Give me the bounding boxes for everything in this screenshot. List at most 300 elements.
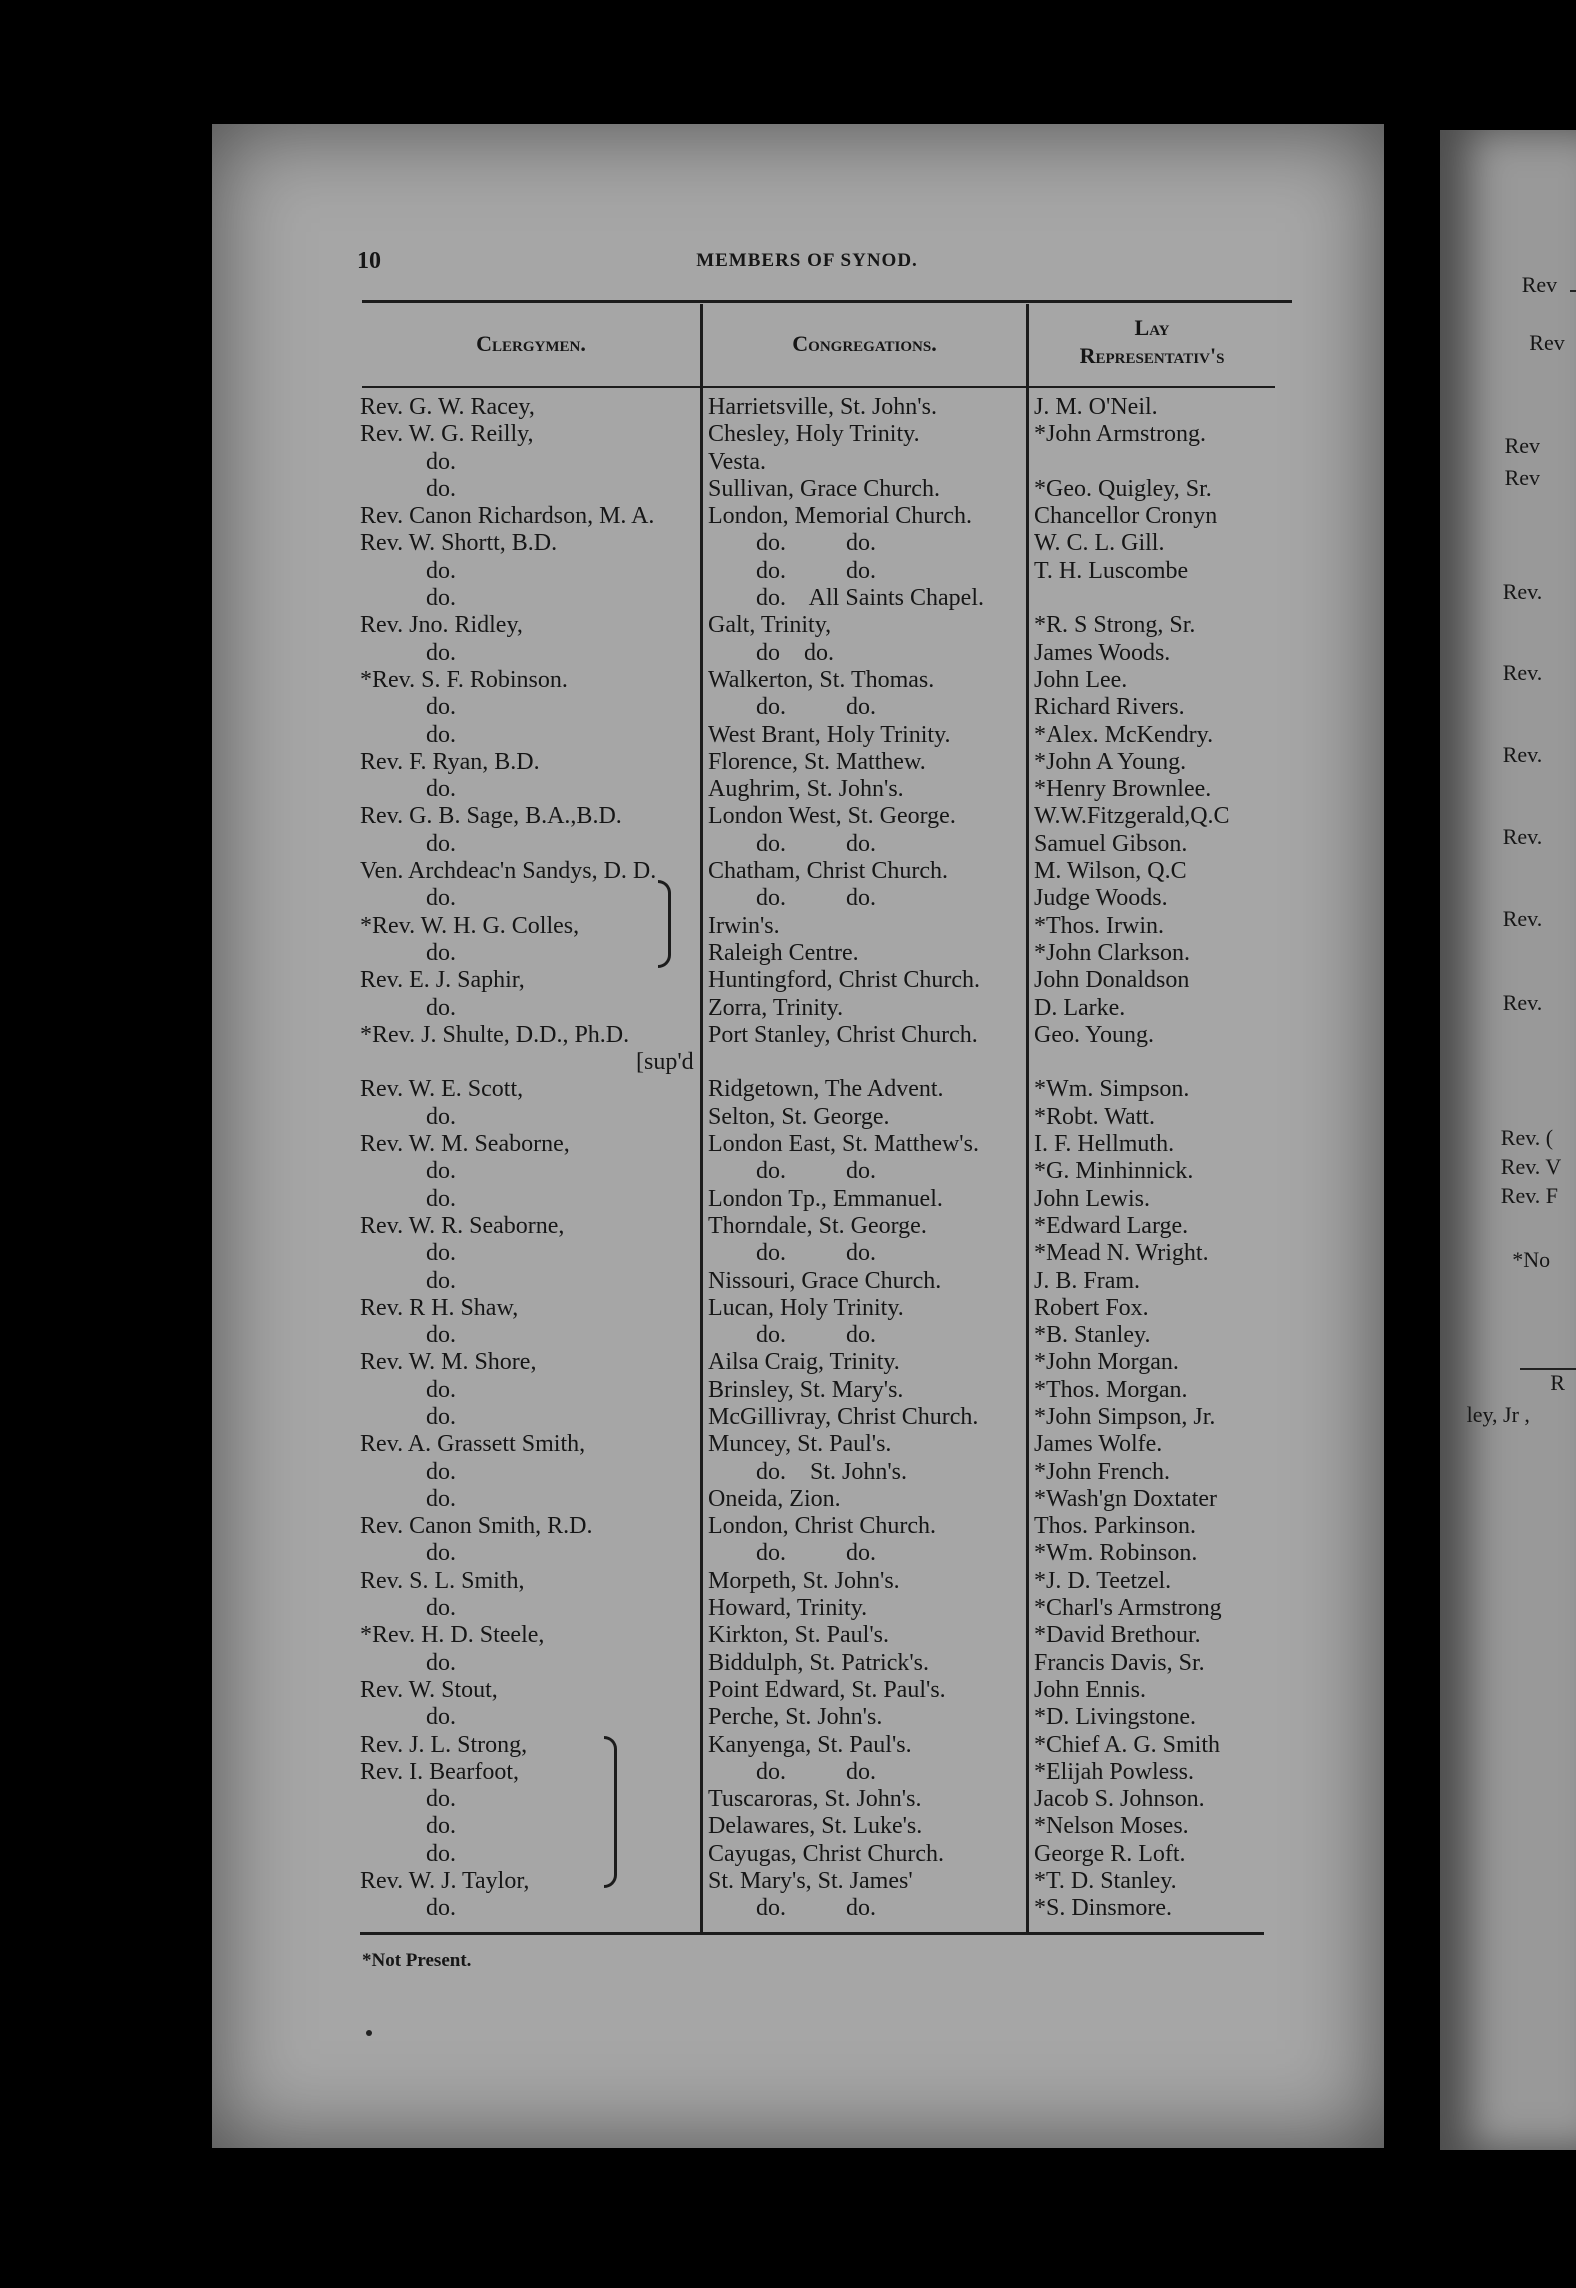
adjacent-page-fragment: Rev bbox=[1504, 432, 1541, 458]
table-row bbox=[1034, 967, 1284, 994]
table-row bbox=[708, 1322, 1024, 1349]
clergyman-entry: do. bbox=[426, 1540, 456, 1567]
table-row bbox=[708, 667, 1024, 694]
table-row bbox=[1034, 449, 1284, 476]
table-row bbox=[360, 1431, 698, 1458]
table-row bbox=[708, 913, 1024, 940]
lay-representative-entry: J. B. Fram. bbox=[1034, 1267, 1141, 1294]
table-row bbox=[708, 831, 1024, 858]
clergyman-entry: Ven. Archdeac'n Sandys, D. D. bbox=[360, 858, 657, 885]
table-row bbox=[360, 722, 698, 749]
lay-representative-entry: George R. Loft. bbox=[1034, 1840, 1186, 1867]
ink-mark bbox=[366, 2030, 372, 2036]
congregation-entry: Tuscaroras, St. John's. bbox=[708, 1786, 922, 1813]
clergyman-entry: do. bbox=[426, 776, 456, 803]
clergyman-entry: Rev. Canon Richardson, M. A. bbox=[360, 503, 655, 530]
adjacent-page-fragment: R bbox=[1550, 1369, 1565, 1395]
table-row bbox=[1034, 1268, 1284, 1295]
table-row bbox=[360, 803, 698, 830]
congregation-entry: St. Mary's, St. James' bbox=[708, 1868, 913, 1895]
table-row bbox=[708, 503, 1024, 530]
clergyman-entry: Rev. W. Shortt, B.D. bbox=[360, 530, 558, 557]
table-row bbox=[1034, 1431, 1284, 1458]
table-row bbox=[360, 885, 698, 912]
congregation-entry: London East, St. Matthew's. bbox=[708, 1131, 979, 1158]
table-row bbox=[708, 1513, 1024, 1540]
lay-representative-entry: Jacob S. Johnson. bbox=[1034, 1786, 1205, 1813]
table-row bbox=[708, 776, 1024, 803]
table-row bbox=[1034, 885, 1284, 912]
table-row bbox=[1034, 1240, 1284, 1267]
page-number: 10 bbox=[357, 248, 381, 274]
book-page bbox=[212, 124, 1384, 2148]
table-row bbox=[708, 1841, 1024, 1868]
clergyman-entry: do. bbox=[426, 1649, 456, 1676]
table-row bbox=[360, 421, 698, 448]
table-row bbox=[1034, 1186, 1284, 1213]
congregation-entry: London Tp., Emmanuel. bbox=[708, 1185, 943, 1212]
clergymen-column bbox=[360, 394, 698, 1923]
table-row bbox=[708, 1540, 1024, 1567]
congregation-entry: do. do. bbox=[756, 1240, 876, 1267]
table-row bbox=[1034, 503, 1284, 530]
table-row bbox=[1034, 940, 1284, 967]
table-row bbox=[360, 585, 698, 612]
table-row bbox=[360, 694, 698, 721]
table-row bbox=[1034, 1049, 1284, 1076]
table-row bbox=[708, 1404, 1024, 1431]
table-row bbox=[360, 1704, 698, 1731]
table-row bbox=[708, 449, 1024, 476]
table-row bbox=[1034, 1486, 1284, 1513]
table-row bbox=[360, 1049, 698, 1076]
table-row bbox=[360, 1404, 698, 1431]
clergyman-entry: Rev. W. M. Seaborne, bbox=[360, 1131, 570, 1158]
table-row bbox=[360, 1895, 698, 1922]
table-row bbox=[360, 940, 698, 967]
adjacent-page-fragment: Rev bbox=[1529, 330, 1565, 356]
table-row bbox=[1034, 776, 1284, 803]
table-row bbox=[708, 1568, 1024, 1595]
lay-representative-entry: *Alex. McKendry. bbox=[1034, 721, 1214, 748]
congregation-entry: Huntingford, Christ Church. bbox=[708, 967, 980, 994]
lay-representative-entry: Geo. Young. bbox=[1034, 1021, 1155, 1048]
congregation-entry: Ailsa Craig, Trinity. bbox=[708, 1349, 900, 1376]
table-row bbox=[360, 612, 698, 639]
table-row bbox=[360, 1677, 698, 1704]
congregation-entry: Port Stanley, Christ Church. bbox=[708, 1021, 978, 1048]
clergyman-entry: do. bbox=[426, 1240, 456, 1267]
table-row bbox=[708, 1895, 1024, 1922]
lay-representatives-column bbox=[1034, 394, 1284, 1923]
congregation-entry: do. do. bbox=[756, 1895, 876, 1922]
table-row bbox=[708, 1595, 1024, 1622]
table-row bbox=[1034, 1131, 1284, 1158]
clergyman-entry: do. bbox=[426, 885, 456, 912]
table-row bbox=[360, 1841, 698, 1868]
congregation-entry: Kanyenga, St. Paul's. bbox=[708, 1731, 912, 1758]
table-row bbox=[360, 667, 698, 694]
table-row bbox=[360, 1759, 698, 1786]
lay-representative-entry: *John A Young. bbox=[1034, 748, 1187, 775]
table-row bbox=[360, 776, 698, 803]
congregation-entry: Galt, Trinity, bbox=[708, 612, 832, 639]
table-row bbox=[708, 803, 1024, 830]
congregation-entry: London West, St. George. bbox=[708, 803, 956, 830]
lay-representative-entry: *Edward Large. bbox=[1034, 1212, 1189, 1239]
congregation-entry: Harrietsville, St. John's. bbox=[708, 394, 937, 420]
table-row bbox=[1034, 831, 1284, 858]
clergyman-entry: do. bbox=[426, 1103, 456, 1130]
lay-representative-entry: John Donaldson bbox=[1034, 967, 1190, 994]
lay-representative-entry: *Thos. Morgan. bbox=[1034, 1376, 1188, 1403]
table-bottom-rule bbox=[360, 1932, 1264, 1935]
table-row bbox=[360, 1786, 698, 1813]
clergyman-entry: *Rev. H. D. Steele, bbox=[360, 1622, 545, 1649]
column-header-lay-line2: Representativ's bbox=[1079, 343, 1225, 368]
table-row bbox=[360, 1595, 698, 1622]
congregation-entry: do. do. bbox=[756, 885, 876, 912]
table-row bbox=[708, 858, 1024, 885]
lay-representative-entry: Robert Fox. bbox=[1034, 1294, 1149, 1321]
lay-representative-entry: John Ennis. bbox=[1034, 1676, 1147, 1703]
table-row bbox=[360, 1158, 698, 1185]
table-row bbox=[1034, 1677, 1284, 1704]
table-row bbox=[360, 1213, 698, 1240]
table-row bbox=[1034, 1076, 1284, 1103]
clergyman-entry: do. bbox=[426, 1485, 456, 1512]
table-row bbox=[708, 1486, 1024, 1513]
clergyman-entry: Rev. S. L. Smith, bbox=[360, 1567, 525, 1594]
table-row bbox=[1034, 913, 1284, 940]
congregation-entry: do. do. bbox=[756, 694, 876, 721]
running-title: MEMBERS OF SYNOD. bbox=[696, 250, 918, 271]
page-header bbox=[357, 248, 1384, 288]
table-row bbox=[708, 1759, 1024, 1786]
congregation-entry: Selton, St. George. bbox=[708, 1103, 890, 1130]
table-row bbox=[1034, 667, 1284, 694]
table-row bbox=[1034, 1404, 1284, 1431]
table-row bbox=[1034, 1540, 1284, 1567]
table-row bbox=[1034, 803, 1284, 830]
table-row bbox=[360, 1486, 698, 1513]
lay-representative-entry: *Chief A. G. Smith bbox=[1034, 1731, 1221, 1758]
lay-representative-entry: *S. Dinsmore. bbox=[1034, 1895, 1172, 1922]
adjacent-page-fragment: Rev. bbox=[1502, 823, 1543, 849]
bracket-archdeacon-colles bbox=[658, 880, 671, 968]
table-row bbox=[360, 1540, 698, 1567]
lay-representative-entry: *D. Livingstone. bbox=[1034, 1704, 1196, 1731]
table-row bbox=[360, 1732, 698, 1759]
clergyman-entry: Rev. F. Ryan, B.D. bbox=[360, 748, 540, 775]
clergyman-entry: do. bbox=[426, 1185, 456, 1212]
congregation-entry: Chatham, Christ Church. bbox=[708, 858, 948, 885]
congregation-entry: Morpeth, St. John's. bbox=[708, 1567, 900, 1594]
clergyman-entry: do. bbox=[426, 1895, 456, 1922]
lay-representative-entry: *Charl's Armstrong bbox=[1034, 1595, 1222, 1622]
column-header-congregations: Congregations. bbox=[792, 331, 937, 356]
adjacent-page-fragment: Rev. bbox=[1502, 742, 1543, 768]
congregation-entry: do. do. bbox=[756, 1158, 876, 1185]
clergyman-entry: do. bbox=[426, 585, 456, 612]
footnote-not-present: *Not Present. bbox=[362, 1950, 472, 1971]
congregation-entry: do. do. bbox=[756, 1322, 876, 1349]
congregation-entry: Zorra, Trinity. bbox=[708, 994, 844, 1021]
clergyman-entry: do. bbox=[426, 557, 456, 584]
congregation-entry: Lucan, Holy Trinity. bbox=[708, 1294, 904, 1321]
table-row bbox=[708, 394, 1024, 421]
adjacent-page-fragment: Rev. bbox=[1502, 660, 1543, 686]
adjacent-page-fragment: ley, Jr , bbox=[1466, 1401, 1530, 1427]
table-row bbox=[1034, 1786, 1284, 1813]
clergyman-entry: do. bbox=[426, 1376, 456, 1403]
lay-representative-entry: James Wolfe. bbox=[1034, 1431, 1163, 1458]
table-top-rule bbox=[362, 300, 1292, 303]
adjacent-page-fragment: *No bbox=[1512, 1247, 1551, 1273]
table-row bbox=[1034, 640, 1284, 667]
lay-representative-entry: John Lewis. bbox=[1034, 1185, 1150, 1212]
clergyman-entry: Rev. G. B. Sage, B.A.,B.D. bbox=[360, 803, 622, 830]
lay-representative-entry: *John Clarkson. bbox=[1034, 939, 1190, 966]
lay-representative-entry: James Woods. bbox=[1034, 639, 1171, 666]
lay-representative-entry: *Robt. Watt. bbox=[1034, 1103, 1155, 1130]
lay-representative-entry: *Henry Brownlee. bbox=[1034, 776, 1212, 803]
table-row bbox=[1034, 1513, 1284, 1540]
table-row bbox=[360, 530, 698, 557]
clergyman-entry: do. bbox=[426, 1267, 456, 1294]
table-row bbox=[1034, 1104, 1284, 1131]
clergyman-entry: Rev. W. E. Scott, bbox=[360, 1076, 524, 1103]
congregation-entry: Aughrim, St. John's. bbox=[708, 776, 904, 803]
header-underline-3 bbox=[1029, 386, 1275, 388]
table-row bbox=[708, 1459, 1024, 1486]
congregation-entry: Biddulph, St. Patrick's. bbox=[708, 1649, 930, 1676]
lay-representative-entry: *John Armstrong. bbox=[1034, 421, 1207, 448]
table-row bbox=[708, 558, 1024, 585]
lay-representative-entry: J. M. O'Neil. bbox=[1034, 394, 1158, 420]
clergyman-entry: do. bbox=[426, 1158, 456, 1185]
table-row bbox=[708, 1131, 1024, 1158]
clergyman-entry: do. bbox=[426, 994, 456, 1021]
lay-representative-entry: W.W.Fitzgerald,Q.C bbox=[1034, 803, 1230, 830]
column-header-lay-line1: Lay bbox=[1134, 315, 1170, 340]
lay-representative-entry: Chancellor Cronyn bbox=[1034, 503, 1218, 530]
table-row bbox=[360, 1268, 698, 1295]
lay-representative-entry: *G. Minhinnick. bbox=[1034, 1158, 1194, 1185]
clergyman-entry: do. bbox=[426, 639, 456, 666]
congregation-entry: Florence, St. Matthew. bbox=[708, 748, 926, 775]
lay-representative-entry: *T. D. Stanley. bbox=[1034, 1868, 1177, 1895]
clergyman-entry: do. bbox=[426, 1458, 456, 1485]
lay-representative-entry: D. Larke. bbox=[1034, 994, 1126, 1021]
table-row bbox=[708, 1349, 1024, 1376]
table-row bbox=[1034, 394, 1284, 421]
clergyman-entry: [sup'd bbox=[636, 1049, 694, 1076]
congregation-entry: Walkerton, St. Thomas. bbox=[708, 666, 935, 693]
table-row bbox=[708, 967, 1024, 994]
table-row bbox=[360, 1650, 698, 1677]
lay-representative-entry: Thos. Parkinson. bbox=[1034, 1513, 1196, 1540]
table-row bbox=[360, 1459, 698, 1486]
congregation-entry: do. do. bbox=[756, 557, 876, 584]
lay-representative-entry: *John Simpson, Jr. bbox=[1034, 1403, 1216, 1430]
table-row bbox=[360, 967, 698, 994]
congregation-entry: Oneida, Zion. bbox=[708, 1485, 841, 1512]
congregation-entry: Ridgetown, The Advent. bbox=[708, 1076, 944, 1103]
table-row bbox=[1034, 1213, 1284, 1240]
table-row bbox=[1034, 995, 1284, 1022]
clergyman-entry: do. bbox=[426, 448, 456, 475]
lay-representative-entry: *Wm. Simpson. bbox=[1034, 1076, 1190, 1103]
lay-representative-entry: W. C. L. Gill. bbox=[1034, 530, 1165, 557]
lay-representative-entry: Richard Rivers. bbox=[1034, 694, 1185, 721]
table-row bbox=[360, 995, 698, 1022]
congregations-column bbox=[708, 394, 1024, 1923]
column-divider-2 bbox=[1026, 304, 1029, 1932]
congregation-entry: McGillivray, Christ Church. bbox=[708, 1403, 979, 1430]
table-row bbox=[708, 1732, 1024, 1759]
lay-representative-entry: I. F. Hellmuth. bbox=[1034, 1131, 1175, 1158]
table-row bbox=[708, 1049, 1024, 1076]
congregation-entry: Thorndale, St. George. bbox=[708, 1212, 927, 1239]
table-row bbox=[360, 558, 698, 585]
lay-representative-entry: M. Wilson, Q.C bbox=[1034, 858, 1187, 885]
clergyman-entry: Rev. I. Bearfoot, bbox=[360, 1758, 520, 1785]
table-row bbox=[708, 1650, 1024, 1677]
lay-representative-entry: John Lee. bbox=[1034, 666, 1128, 693]
adjacent-page-fragment: Rev. V bbox=[1500, 1153, 1562, 1179]
clergyman-entry: do. bbox=[426, 475, 456, 502]
lay-representative-entry: *Geo. Quigley, Sr. bbox=[1034, 475, 1212, 502]
table-row bbox=[360, 1186, 698, 1213]
table-row bbox=[360, 1076, 698, 1103]
congregation-entry: Irwin's. bbox=[708, 912, 780, 939]
table-row bbox=[708, 1786, 1024, 1813]
header-underline-1 bbox=[362, 386, 700, 388]
adjacent-page-fragment: Rev. bbox=[1502, 905, 1543, 931]
table-row bbox=[708, 1213, 1024, 1240]
table-row bbox=[1034, 1022, 1284, 1049]
congregation-entry: Howard, Trinity. bbox=[708, 1595, 868, 1622]
table-row bbox=[1034, 1595, 1284, 1622]
lay-representative-entry: *B. Stanley. bbox=[1034, 1322, 1151, 1349]
lay-representative-entry: *John Morgan. bbox=[1034, 1349, 1179, 1376]
adjacent-page-fragment: Rev. F bbox=[1500, 1182, 1559, 1208]
clergyman-entry: do. bbox=[426, 721, 456, 748]
lay-representative-entry: *Nelson Moses. bbox=[1034, 1813, 1189, 1840]
lay-representative-entry: *David Brethour. bbox=[1034, 1622, 1201, 1649]
table-row bbox=[360, 1377, 698, 1404]
clergyman-entry: Rev. Jno. Ridley, bbox=[360, 612, 523, 639]
column-header-clergymen: Clergymen. bbox=[476, 331, 586, 356]
congregation-entry: Kirkton, St. Paul's. bbox=[708, 1622, 890, 1649]
clergyman-entry: Rev. G. W. Racey, bbox=[360, 394, 535, 420]
clergyman-entry: *Rev. W. H. G. Colles, bbox=[360, 912, 580, 939]
lay-representative-entry: Judge Woods. bbox=[1034, 885, 1168, 912]
bracket-strong-bearfoot bbox=[604, 1736, 617, 1888]
lay-representative-entry: *Wash'gn Doxtater bbox=[1034, 1485, 1218, 1512]
table-row bbox=[708, 530, 1024, 557]
clergyman-entry: Rev. W. Stout, bbox=[360, 1676, 498, 1703]
congregation-entry: Sullivan, Grace Church. bbox=[708, 475, 940, 502]
clergyman-entry: Rev. W. J. Taylor, bbox=[360, 1868, 530, 1895]
table-row bbox=[708, 995, 1024, 1022]
congregation-entry: do. do. bbox=[756, 830, 876, 857]
congregation-entry: Perche, St. John's. bbox=[708, 1704, 883, 1731]
congregation-entry: London, Christ Church. bbox=[708, 1513, 936, 1540]
table-row bbox=[1034, 558, 1284, 585]
adjacent-page-fragment: Rev bbox=[1504, 464, 1541, 490]
table-row bbox=[708, 1022, 1024, 1049]
congregation-entry: do. St. John's. bbox=[756, 1458, 908, 1485]
lay-representative-entry: Samuel Gibson. bbox=[1034, 830, 1188, 857]
table-row bbox=[1034, 1895, 1284, 1922]
table-row bbox=[1034, 1349, 1284, 1376]
table-row bbox=[708, 1268, 1024, 1295]
column-header-lay-representatives bbox=[1029, 314, 1275, 370]
table-row bbox=[1034, 530, 1284, 557]
clergyman-entry: do. bbox=[426, 1786, 456, 1813]
clergyman-entry: do. bbox=[426, 1322, 456, 1349]
table-row bbox=[1034, 1813, 1284, 1840]
clergyman-entry: *Rev. S. F. Robinson. bbox=[360, 666, 568, 693]
table-row bbox=[360, 1240, 698, 1267]
clergyman-entry: Rev. W. G. Reilly, bbox=[360, 421, 534, 448]
table-row bbox=[708, 1076, 1024, 1103]
clergyman-entry: do. bbox=[426, 1403, 456, 1430]
column-divider-1 bbox=[700, 304, 703, 1932]
table-row bbox=[1034, 749, 1284, 776]
table-row bbox=[360, 831, 698, 858]
clergyman-entry: Rev. J. L. Strong, bbox=[360, 1731, 528, 1758]
lay-representative-entry: *John French. bbox=[1034, 1458, 1170, 1485]
table-row bbox=[360, 1568, 698, 1595]
congregation-entry: Cayugas, Christ Church. bbox=[708, 1840, 944, 1867]
lay-representative-entry: Francis Davis, Sr. bbox=[1034, 1649, 1205, 1676]
adjacent-page-fragment: Rev. bbox=[1502, 990, 1543, 1016]
adjacent-page-edge bbox=[1440, 130, 1576, 2150]
adjacent-page-fragment: Rev. ( bbox=[1500, 1124, 1554, 1150]
table-row bbox=[360, 1295, 698, 1322]
table-row bbox=[360, 476, 698, 503]
table-row bbox=[708, 1431, 1024, 1458]
table-row bbox=[708, 421, 1024, 448]
table-row bbox=[360, 503, 698, 530]
table-row bbox=[360, 1622, 698, 1649]
table-row bbox=[1034, 858, 1284, 885]
clergyman-entry: do. bbox=[426, 1840, 456, 1867]
congregation-entry: London, Memorial Church. bbox=[708, 503, 972, 530]
table-row bbox=[1034, 1295, 1284, 1322]
table-row bbox=[1034, 1868, 1284, 1895]
clergyman-entry: Rev. W. R. Seaborne, bbox=[360, 1212, 565, 1239]
table-row bbox=[708, 1240, 1024, 1267]
clergyman-entry: *Rev. J. Shulte, D.D., Ph.D. bbox=[360, 1021, 630, 1048]
table-row bbox=[708, 612, 1024, 639]
lay-representative-entry: *Thos. Irwin. bbox=[1034, 912, 1164, 939]
table-row bbox=[708, 1158, 1024, 1185]
table-row bbox=[708, 640, 1024, 667]
congregation-entry: do. All Saints Chapel. bbox=[756, 585, 984, 612]
congregation-entry: Chesley, Holy Trinity. bbox=[708, 421, 920, 448]
congregation-entry: do. do. bbox=[756, 1758, 876, 1785]
congregation-entry: do. do. bbox=[756, 1540, 876, 1567]
table-row bbox=[360, 913, 698, 940]
adjacent-page-fragment: Rev bbox=[1521, 271, 1558, 297]
table-row bbox=[708, 1622, 1024, 1649]
clergyman-entry: Rev. A. Grassett Smith, bbox=[360, 1431, 586, 1458]
congregation-entry: do do. bbox=[756, 639, 834, 666]
